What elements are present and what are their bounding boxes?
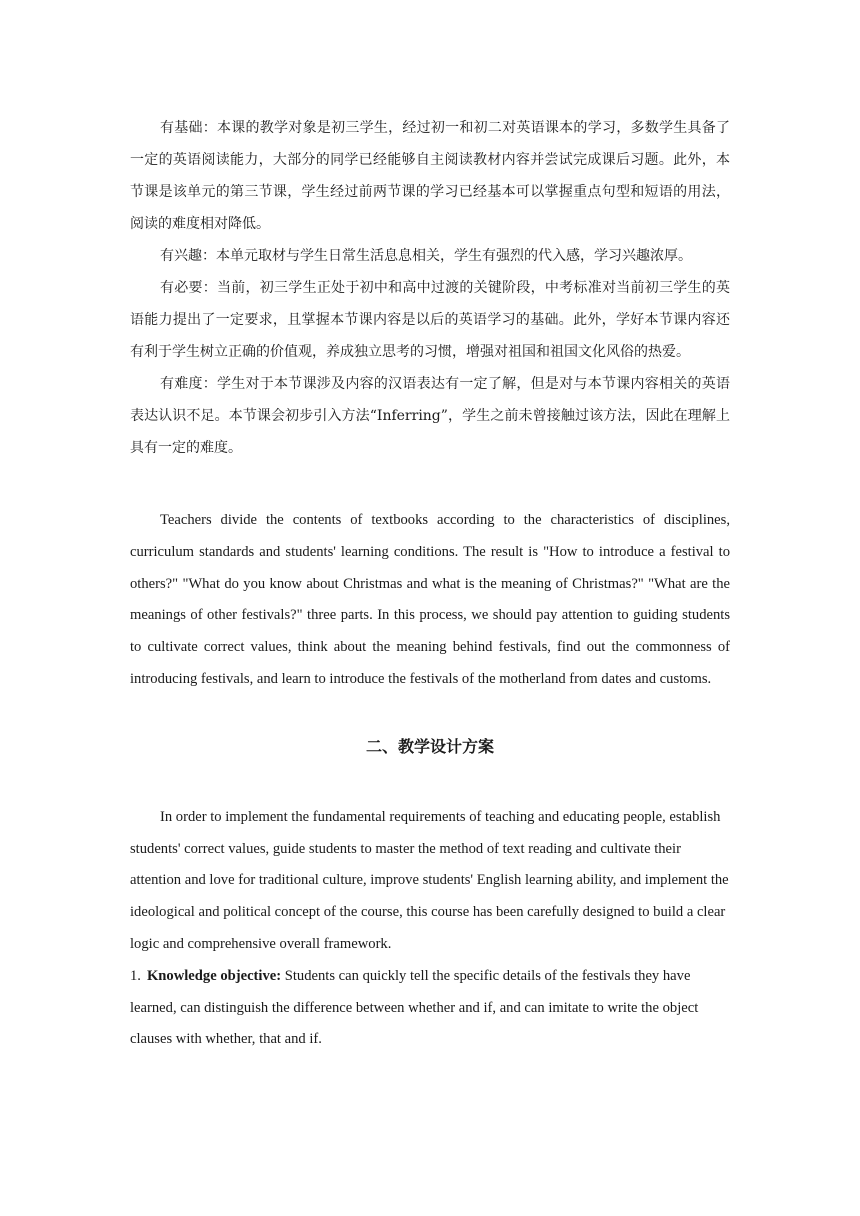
paragraph-difficulty: 有难度：学生对于本节课涉及内容的汉语表达有一定了解，但是对与本节课内容相关的英语表达认识不足。本节课会初步引入方法“Inferring”，学生之前未曾接触过该方法，因此在理解上具有一定的难度。 — [130, 376, 730, 456]
objective-item — [130, 961, 730, 1056]
section-heading: 二、教学设计方案 — [365, 736, 494, 756]
paragraph-content-division: Teachers divide the contents of textbooks according to the characteristics of disciplines, curriculum standards and students' learning conditions. The result is "How to introduce a festival to others?" "What do you know about Christmas and what is the meaning of Christmas?" "What are the meanings of other festivals?" three parts. In this process, we should pay attention to guiding students to cultivate correct values, think about the meaning behind festivals, find out the commonness of introducing festivals, and learn to introduce the festivals of the motherland from dates and customs. — [130, 512, 730, 687]
paragraph-foundation: 有基础：本课的教学对象是初三学生，经过初一和初二对英语课本的学习，多数学生具备了一定的英语阅读能力，大部分的同学已经能够自主阅读教材内容并尝试完成课后习题。此外，本节课是该单元的第三节课，学生经过前两节课的学习已经基本可以掌握重点句型和短语的用法，阅读的难度相对降低。 — [130, 120, 730, 232]
objective-text: Students can quickly tell the specific details of the festivals they have learned, can distinguish the difference between whether and if, and can imitate to write the object clauses with whether, that and if. — [130, 967, 699, 1048]
paragraph-necessity: 有必要：当前，初三学生正处于初中和高中过渡的关键阶段，中考标准对当前初三学生的英语能力提出了一定要求，且掌握本节课内容是以后的英语学习的基础。此外，学好本节课内容还有利于学生树立正确的价值观，养成独立思考的习惯，增强对祖国和祖国文化风俗的热爱。 — [130, 280, 730, 360]
spacer — [130, 464, 730, 505]
paragraph-design-overview: In order to implement the fundamental requirements of teaching and educating people, establish students' correct values, guide students to master the method of text reading and cultivate their attention and love for traditional culture, improve students' English learning ability, and implement the ideological and political concept of the course, this course has been carefully designed to build a clear logic and comprehensive overall framework. — [130, 808, 729, 952]
objective-title: Knowledge objective: — [146, 967, 282, 984]
document-page — [130, 112, 730, 1056]
paragraph-interest: 有兴趣：本单元取材与学生日常生活息息相关，学生有强烈的代入感，学习兴趣浓厚。 — [160, 248, 692, 264]
objective-number: 1. — [130, 967, 141, 984]
